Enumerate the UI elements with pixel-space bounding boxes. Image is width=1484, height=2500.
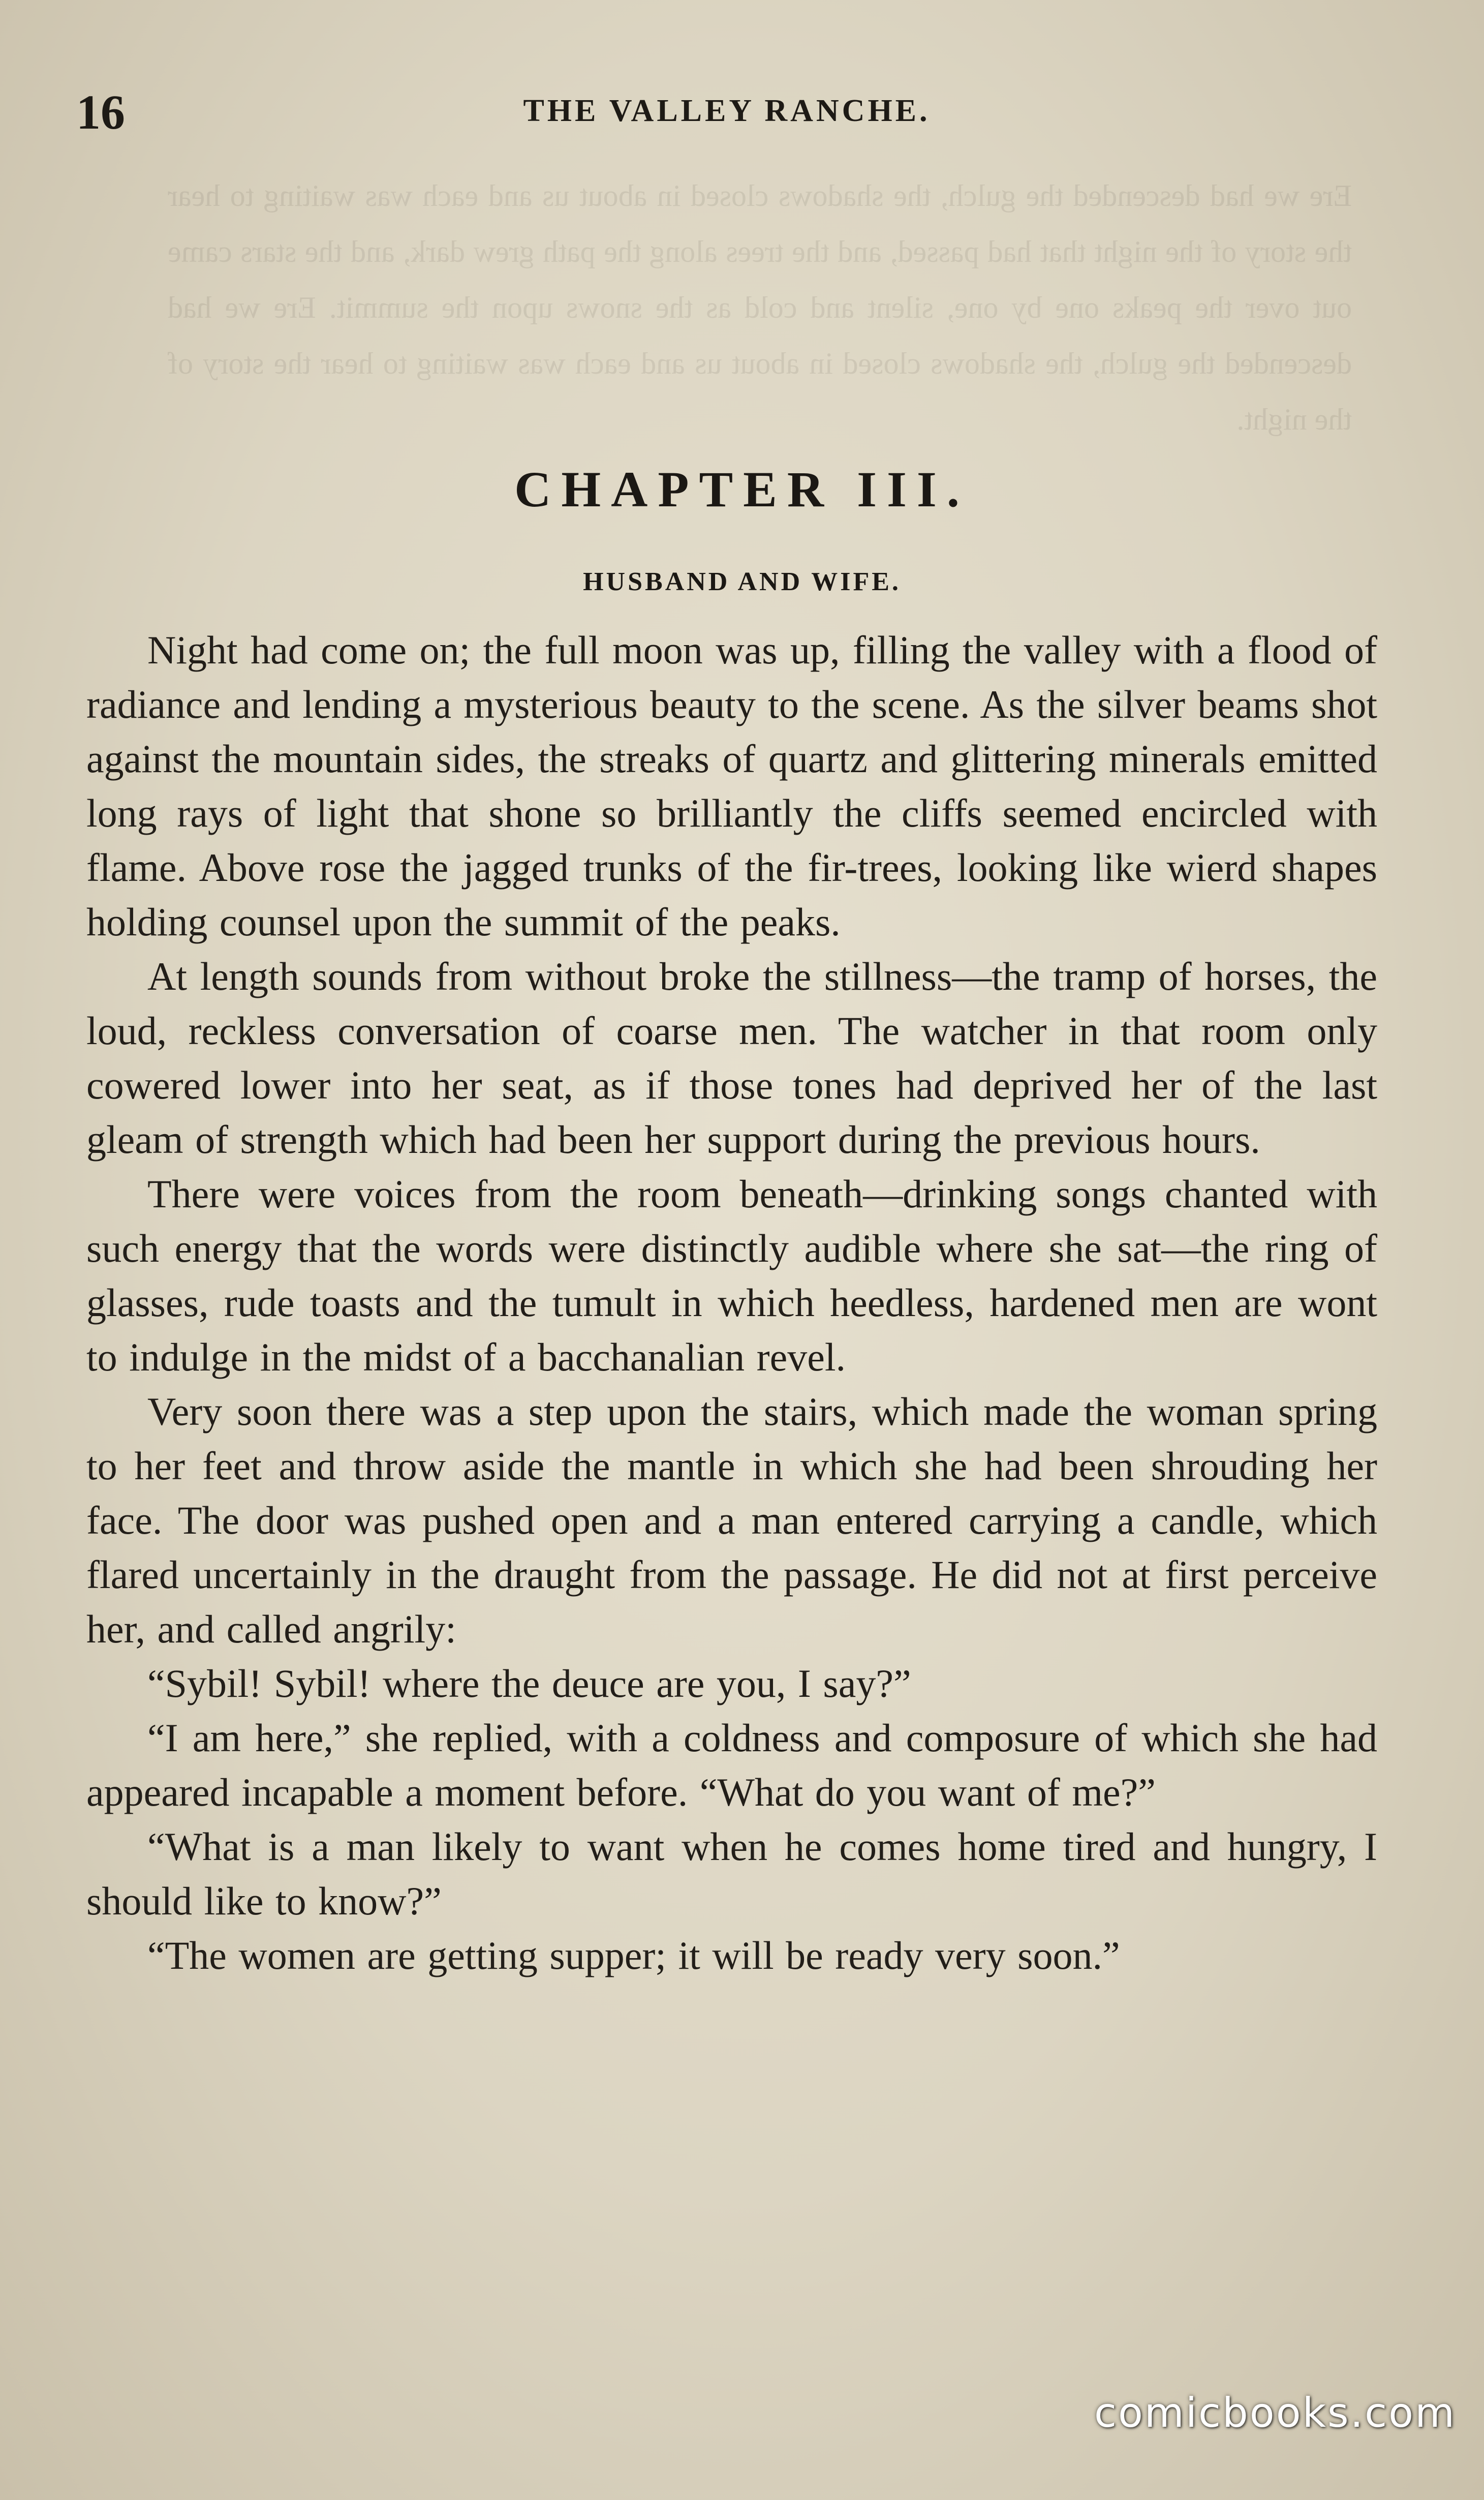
paragraph: Very soon there was a step upon the stairs, which made the woman spring to her feet and throw aside the mantle in which she had been shrouding her face. The door was pushed open and a man entered carrying a candle, which flared uncertainly in the draught from the passage. He did not at first perceive her, and called angrily: xyxy=(86,1389,1377,1651)
running-head xyxy=(76,84,1377,145)
body-text xyxy=(86,623,1377,1983)
chapter-title: CHAPTER III. xyxy=(514,461,970,517)
watermark: comicbooks.com xyxy=(1094,2389,1456,2436)
show-through-text: Ere we had descended the gulch, the shadows closed in about us and each was waiting to hear the story of the night that had passed, and the trees along the path grew dark, and the stars came out over the peaks one by one, silent and cold as the snows upon the summit. Ere we had descended the gulch, the shadows closed in about us and each was waiting to hear the story of the night. xyxy=(168,179,1352,436)
chapter-subtitle: HUSBAND AND WIFE. xyxy=(583,567,901,596)
page-number: 16 xyxy=(76,85,125,139)
running-title: THE VALLEY RANCHE. xyxy=(523,94,931,128)
paragraph: Night had come on; the full moon was up, filling the valley with a flood of radiance and lending a mysterious beauty to the scene. As the silver beams shot against the mountain sides, the streaks of quartz and glittering minerals emitted long rays of light that shone so brilliantly the cliffs seemed encircled with flame. Above rose the jagged trunks of the fir-trees, looking like wierd shapes holding counsel upon the summit of the peaks. xyxy=(86,628,1377,944)
paragraph: At length sounds from without broke the stillness—the tramp of horses, the loud, reckless conversation of coarse men. The watcher in that room only cowered lower into her seat, as if those tones had deprived her of the last gleam of strength which had been her support during the previous hours. xyxy=(86,954,1377,1162)
dialogue-line: “I am here,” she replied, with a coldness and composure of which she had appeared incapable a moment before. “What do you want of me?” xyxy=(86,1716,1377,1814)
paragraph: There were voices from the room beneath—drinking songs chanted with such energy that the words were distinctly audible where she sat—the ring of glasses, rude toasts and the tumult in which heedless, hardened men are wont to indulge in the midst of a bacchanalian revel. xyxy=(86,1172,1377,1379)
dialogue-line: “What is a man likely to want when he comes home tired and hungry, I should like to know?” xyxy=(86,1824,1377,1923)
dialogue-line: “The women are getting supper; it will be ready very soon.” xyxy=(147,1933,1120,1977)
dialogue-line: “Sybil! Sybil! where the deuce are you, I say?” xyxy=(147,1661,911,1705)
